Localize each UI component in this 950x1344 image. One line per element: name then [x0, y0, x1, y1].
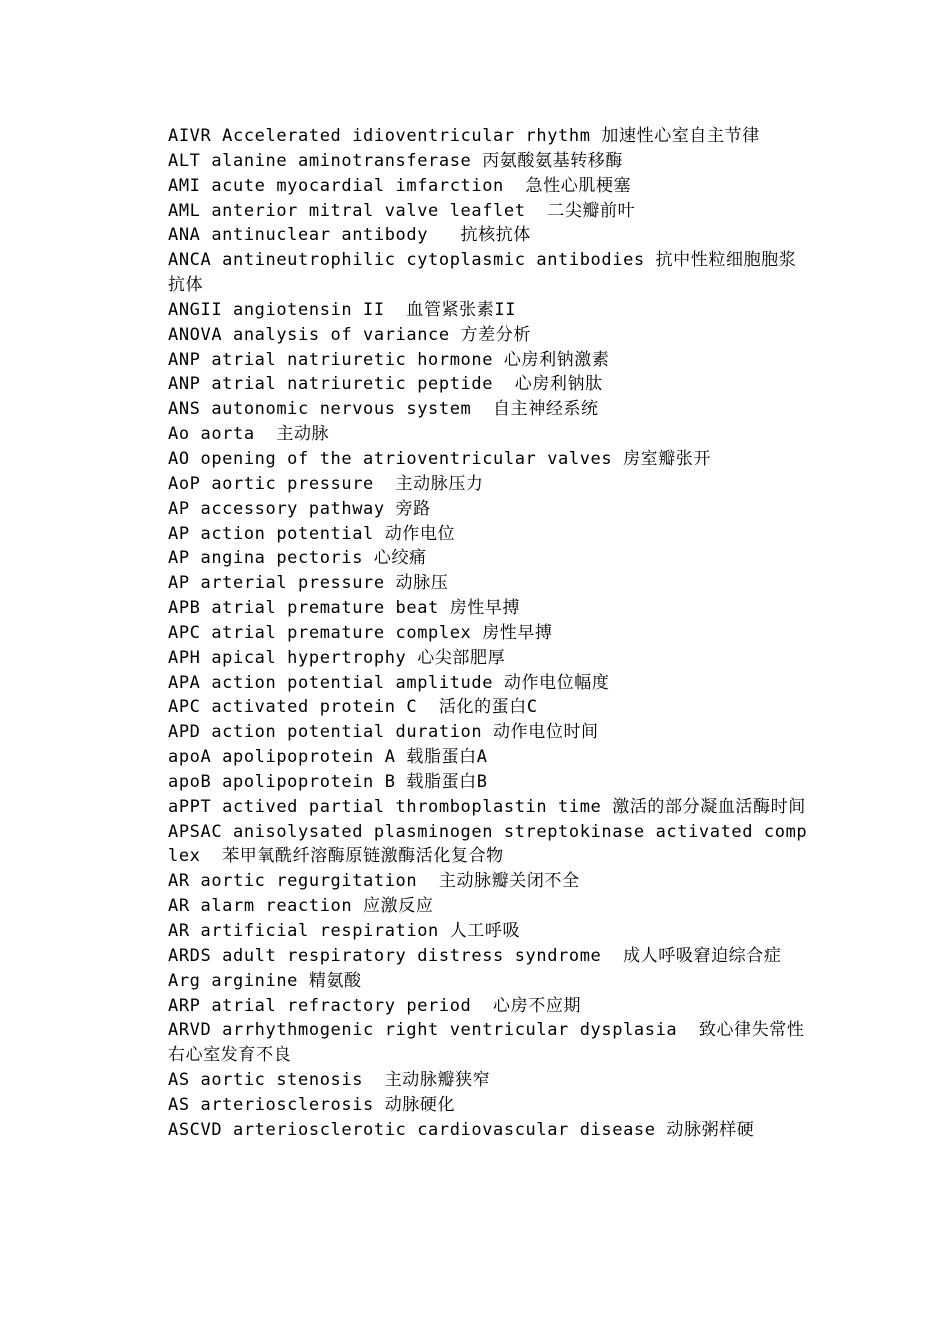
glossary-entry: AMI acute myocardial imfarction 急性心肌梗塞: [168, 175, 632, 196]
glossary-entry: APC activated protein C 活化的蛋白C: [168, 697, 538, 718]
glossary-entry: AP angina pectoris 心绞痛: [168, 548, 427, 569]
glossary-entry: AR aortic regurgitation 主动脉瓣关闭不全: [168, 871, 580, 892]
glossary-entry: ANA antinuclear antibody 抗核抗体: [168, 225, 531, 246]
document-page: [168, 124, 808, 1143]
glossary-entry: apoA apolipoprotein A 载脂蛋白A: [168, 747, 488, 768]
glossary-entry: Arg arginine 精氨酸: [168, 970, 362, 991]
glossary-entry: ASCVD arteriosclerotic cardiovascular disease 动脉粥样硬: [168, 1119, 755, 1140]
glossary-entry: AoP aortic pressure 主动脉压力: [168, 473, 484, 494]
glossary-entry: ARP atrial refractory period 心房不应期: [168, 995, 582, 1016]
glossary-entry: ANCA antineutrophilic cytoplasmic antibodies 抗中性粒细胞胞浆抗体: [168, 250, 797, 296]
glossary-entry: AIVR Accelerated idioventricular rhythm 加速性心室自主节律: [168, 126, 760, 146]
glossary-entry: APA action potential amplitude 动作电位幅度: [168, 672, 610, 693]
glossary-entry: APSAC anisolysated plasminogen streptokinase activated complex 苯甲氧酰纤溶酶原链激酶活化复合物: [168, 821, 808, 867]
glossary-entry: AML anterior mitral valve leaflet 二尖瓣前叶: [168, 200, 636, 221]
glossary-entry: apoB apolipoprotein B 载脂蛋白B: [168, 771, 488, 792]
glossary-entry: AR artificial respiration 人工呼吸: [168, 921, 521, 941]
glossary-entry: ANP atrial natriuretic hormone 心房利钠激素: [168, 349, 610, 370]
glossary-entry: AP action potential 动作电位: [168, 523, 456, 544]
glossary-entry: AP accessory pathway 旁路: [168, 498, 431, 519]
glossary-entry: AS aortic stenosis 主动脉瓣狭窄: [168, 1070, 491, 1091]
glossary-entry: ANOVA analysis of variance 方差分析: [168, 324, 531, 345]
glossary-entry: Ao aorta 主动脉: [168, 424, 330, 445]
glossary-entry: ALT alanine aminotransferase 丙氨酸氨基转移酶: [168, 150, 624, 171]
glossary-entry: APD action potential duration 动作电位时间: [168, 722, 599, 743]
glossary-entry: APH apical hypertrophy 心尖部肥厚: [168, 647, 506, 668]
glossary-entry: ANP atrial natriuretic peptide 心房利钠肽: [168, 374, 603, 395]
glossary-entry: aPPT actived partial thromboplastin time 激活的部分凝血活酶时间: [168, 796, 806, 817]
glossary-entry: ANGII angiotensin II 血管紧张素II: [168, 299, 517, 320]
glossary-entry: AS arteriosclerosis 动脉硬化: [168, 1094, 456, 1115]
glossary-entry: APC atrial premature complex 房性早搏: [168, 622, 553, 643]
glossary-entry: ARDS adult respiratory distress syndrome 成人呼吸窘迫综合症: [168, 945, 782, 966]
glossary-entry: APB atrial premature beat 房性早搏: [168, 598, 521, 619]
glossary-entry: AO opening of the atrioventricular valves 房室瓣张开: [168, 448, 712, 469]
glossary-entry: ARVD arrhythmogenic right ventricular dysplasia 致心律失常性右心室发育不良: [168, 1020, 805, 1066]
glossary-entry: ANS autonomic nervous system 自主神经系统: [168, 399, 599, 420]
glossary-entry: AR alarm reaction 应激反应: [168, 896, 434, 917]
glossary-entry: AP arterial pressure 动脉压: [168, 573, 449, 594]
